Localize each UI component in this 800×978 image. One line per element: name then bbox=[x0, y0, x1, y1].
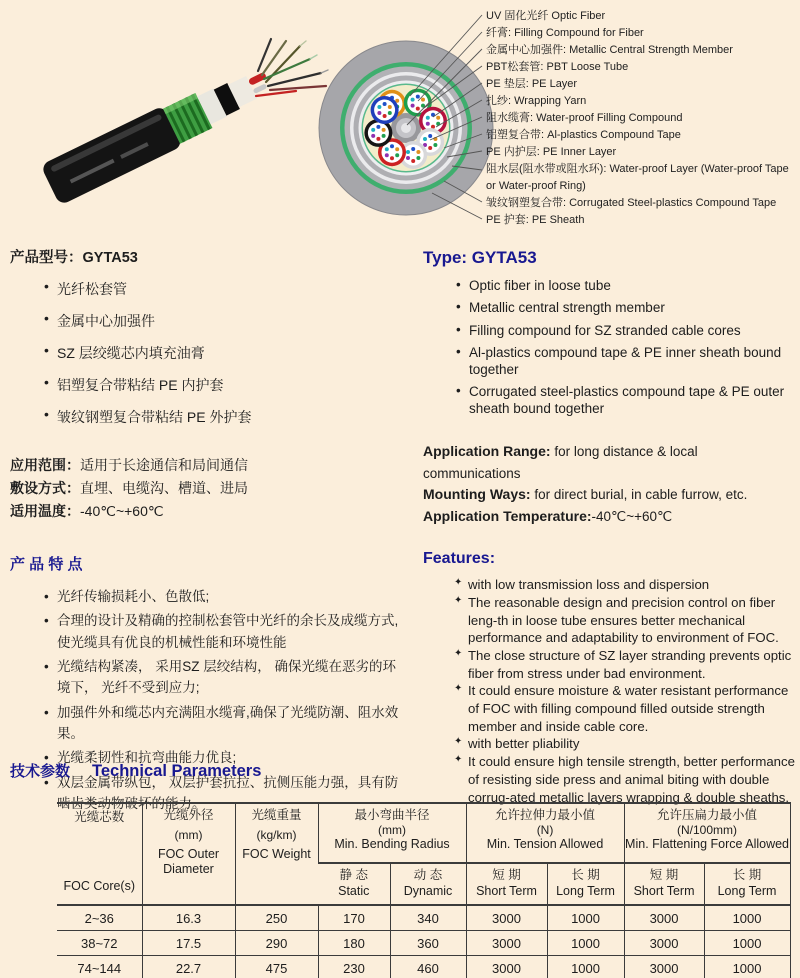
product-model-zh: GYTA53 bbox=[82, 250, 138, 266]
subheader-en: Short Term bbox=[633, 883, 695, 898]
diagram-label: 扎纱: Wrapping Yarn bbox=[486, 95, 587, 107]
product-bullets-en bbox=[456, 278, 797, 417]
list-item: ✦ It could ensure high tensile strength, better performance of resisting side press and animal biting with double corrug-ated metallic layers wrapping & double sheaths. bbox=[456, 753, 797, 806]
list-item: ✦ It could ensure moisture & water resistant performance of FOC with filling compound filled outside strength member and inside cable core. bbox=[456, 682, 797, 735]
subheader-en: Long Term bbox=[556, 883, 615, 898]
header-en: FOC Outer Diameter bbox=[157, 847, 220, 877]
header-unit: (mm) bbox=[378, 823, 406, 837]
cell: 180 bbox=[318, 931, 390, 956]
table-row bbox=[57, 931, 790, 956]
info-value: for direct burial, in cable furrow, etc. bbox=[530, 487, 748, 503]
product-title-en: Type: GYTA53 bbox=[423, 248, 537, 267]
list-item: • 合理的设计及精确的控制松套管中光纤的余长及成缆方式,使光缆具有优良的机械性能和环境性能 bbox=[44, 610, 402, 653]
subheader-zh: 短 期 bbox=[649, 868, 679, 883]
diagram-label: 纤膏: Filling Compound for Fiber bbox=[486, 27, 644, 39]
header-zh: 光缆芯数 bbox=[74, 810, 125, 824]
diagram-label: 阻水层(阻水带或阻水环): Water-proof Layer (Water-proof Tape or Water-proof Ring) bbox=[486, 163, 789, 192]
diagram-label: 皱纹钢塑复合带: Corrugated Steel-plastics Compound Tape bbox=[486, 197, 777, 209]
list-item: ✦ with better pliability bbox=[456, 735, 797, 753]
header-unit: (N/100mm) bbox=[677, 823, 738, 837]
info-label: 适用温度： bbox=[10, 503, 80, 519]
info-value: 适用于长途通信和局间通信 bbox=[80, 457, 248, 473]
cell: 3000 bbox=[624, 905, 704, 931]
list-item: • 铝塑复合带粘结 PE 内护套 bbox=[44, 375, 402, 395]
list-item: • Filling compound for SZ stranded cable cores bbox=[456, 323, 797, 339]
header-en: Min. Flattening Force Allowed bbox=[625, 837, 790, 852]
subheader-en: Dynamic bbox=[403, 883, 453, 898]
cell: 3000 bbox=[624, 956, 704, 978]
list-item: • Optic fiber in loose tube bbox=[456, 278, 797, 294]
list-item: • Corrugated steel-plastics compound tape & PE outer sheath bound together bbox=[456, 384, 797, 417]
col-header-weight bbox=[235, 803, 318, 905]
tech-heading-en: Technical Parameters bbox=[92, 762, 262, 780]
cell: 340 bbox=[390, 905, 466, 931]
cell: 1000 bbox=[704, 956, 790, 978]
table-row bbox=[57, 905, 790, 931]
info-row bbox=[10, 454, 402, 477]
cell: 3000 bbox=[466, 956, 547, 978]
header-en: FOC Core(s) bbox=[63, 879, 136, 893]
info-row bbox=[423, 506, 797, 528]
list-item: ✦ with low transmission loss and dispersion bbox=[456, 576, 797, 594]
cell: 1000 bbox=[704, 931, 790, 956]
diagram-label: PE 垫层: PE Layer bbox=[486, 78, 578, 90]
subheader-long-term bbox=[547, 863, 624, 905]
list-item: • Al-plastics compound tape & PE inner sheath bound together bbox=[456, 345, 797, 378]
list-item: ✦ The reasonable design and precision control on fiber leng-th in loose tube ensures better mechanical performance and adaptability to environment of FOC. bbox=[456, 594, 797, 647]
subheader-zh: 静 态 bbox=[339, 868, 368, 883]
subheader-en: Static bbox=[338, 883, 370, 898]
product-title-zh-label: 产品型号： bbox=[10, 250, 83, 266]
subheader-zh: 短 期 bbox=[492, 868, 521, 883]
header-unit: (mm) bbox=[174, 828, 203, 842]
cell: 460 bbox=[390, 956, 466, 978]
info-row bbox=[10, 477, 402, 500]
list-item: • 光缆柔韧性和抗弯曲能力优良; bbox=[44, 747, 402, 768]
subheader-static bbox=[318, 863, 390, 905]
cell: 230 bbox=[318, 956, 390, 978]
header-en: Min. Bending Radius bbox=[334, 837, 450, 852]
col-header-tension bbox=[466, 803, 624, 863]
list-item: • Metallic central strength member bbox=[456, 300, 797, 316]
info-label: Mounting Ways: bbox=[423, 486, 531, 503]
tech-parameters bbox=[57, 802, 791, 978]
diagram-label: 金属中心加强件: Metallic Central Strength Member bbox=[486, 44, 733, 56]
cell: 22.7 bbox=[142, 956, 235, 978]
application-info-en bbox=[423, 441, 797, 527]
features-title-zh: 产 品 特 点 bbox=[10, 556, 83, 573]
table-row bbox=[57, 956, 790, 978]
product-bullets-zh bbox=[44, 279, 402, 427]
diagram-label: 铝塑复合带: Al-plastics Compound Tape bbox=[486, 129, 681, 141]
info-row bbox=[423, 484, 797, 506]
cell: 290 bbox=[235, 931, 318, 956]
info-label: 应用范围： bbox=[10, 457, 80, 473]
list-item: • 光纤松套管 bbox=[44, 279, 402, 299]
list-item: • 加强件外和缆芯内充满阻水缆膏,确保了光缆防潮、阻水效果。 bbox=[44, 702, 402, 745]
diagram-label: PE 护套: PE Sheath bbox=[486, 214, 585, 226]
cell: 2~36 bbox=[57, 905, 142, 931]
header-unit: (N) bbox=[536, 823, 554, 837]
cell: 3000 bbox=[466, 905, 547, 931]
header-zh: 光缆重量 bbox=[251, 808, 302, 822]
header-zh: 允许拉伸力最小值 bbox=[495, 808, 596, 822]
header-en: FOC Weight bbox=[242, 847, 311, 862]
list-item: • 皱纹钢塑复合带粘结 PE 外护套 bbox=[44, 407, 402, 427]
header-zh: 允许压扁力最小值 bbox=[657, 808, 758, 822]
section-product-zh bbox=[10, 246, 402, 817]
col-header-outer-diameter bbox=[142, 803, 235, 905]
header-en: Min. Tension Allowed bbox=[486, 837, 604, 852]
tech-heading-zh: 技术参数 bbox=[10, 763, 71, 780]
info-row bbox=[423, 441, 797, 484]
features-title-en: Features: bbox=[423, 550, 496, 568]
subheader-zh: 长 期 bbox=[571, 868, 600, 883]
features-list-en bbox=[456, 576, 797, 806]
list-item: • SZ 层绞缆芯内填充油膏 bbox=[44, 343, 402, 363]
cell: 17.5 bbox=[142, 931, 235, 956]
info-label: Application Range: bbox=[423, 443, 551, 460]
product-title-zh bbox=[10, 246, 402, 267]
technical-parameters-table bbox=[57, 802, 791, 978]
info-value: 直埋、电缆沟、槽道、进局 bbox=[80, 480, 248, 496]
subheader-en: Long Term bbox=[717, 883, 777, 898]
tech-parameters-heading bbox=[10, 760, 261, 781]
col-header-bending-radius bbox=[318, 803, 466, 863]
application-info-zh bbox=[10, 454, 402, 523]
cell: 3000 bbox=[624, 931, 704, 956]
cell: 74~144 bbox=[57, 956, 142, 978]
col-header-foc-cores bbox=[57, 803, 142, 905]
cell: 360 bbox=[390, 931, 466, 956]
subheader-long-term bbox=[704, 863, 790, 905]
list-item: • 金属中心加强件 bbox=[44, 311, 402, 331]
subheader-zh: 动 态 bbox=[413, 868, 443, 883]
info-row bbox=[10, 500, 402, 523]
cell: 475 bbox=[235, 956, 318, 978]
diagram-label: UV 固化光纤 Optic Fiber bbox=[486, 10, 606, 22]
cell: 1000 bbox=[704, 905, 790, 931]
col-header-flattening bbox=[624, 803, 790, 863]
subheader-en: Short Term bbox=[476, 883, 537, 898]
diagram-labels bbox=[0, 0, 800, 240]
info-value: for long distance & local communications bbox=[423, 444, 698, 481]
cell: 1000 bbox=[547, 931, 624, 956]
header-zh: 最小弯曲半径 bbox=[354, 808, 430, 822]
diagram-label: PE 内护层: PE Inner Layer bbox=[486, 146, 617, 158]
list-item: • 双层金属带纵包， 双层护套抗拉、抗侧压能力强，具有防啮齿类动物破坏的能力。 bbox=[44, 772, 402, 815]
info-label: 敷设方式： bbox=[10, 480, 80, 496]
cell: 16.3 bbox=[142, 905, 235, 931]
cell: 250 bbox=[235, 905, 318, 931]
cell: 3000 bbox=[466, 931, 547, 956]
subheader-zh: 长 期 bbox=[732, 868, 762, 883]
header-unit: (kg/km) bbox=[256, 828, 297, 842]
subheader-dynamic bbox=[390, 863, 466, 905]
cell: 170 bbox=[318, 905, 390, 931]
list-item: • 光缆结构紧凑， 采用SZ 层绞结构， 确保光缆在恶劣的环境下， 光纤不受到应力; bbox=[44, 656, 402, 699]
cell: 1000 bbox=[547, 905, 624, 931]
header-figure bbox=[0, 0, 800, 240]
section-product-en bbox=[423, 248, 797, 806]
list-item: • 光纤传输损耗小、色散低; bbox=[44, 586, 402, 607]
cell: 1000 bbox=[547, 956, 624, 978]
diagram-label: PBT松套管: PBT Loose Tube bbox=[486, 61, 629, 73]
list-item: ✦ The close structure of SZ layer stranding prevents optic fiber from stress under bad environment. bbox=[456, 647, 797, 682]
subheader-short-term bbox=[624, 863, 704, 905]
info-label: Application Temperature: bbox=[423, 507, 592, 524]
info-value: -40℃~+60℃ bbox=[80, 503, 164, 519]
subheader-short-term bbox=[466, 863, 547, 905]
header-zh: 光缆外径 bbox=[163, 808, 214, 822]
info-value: -40℃~+60℃ bbox=[591, 508, 673, 524]
cell: 38~72 bbox=[57, 931, 142, 956]
diagram-label: 阻水缆膏: Water-proof Filling Compound bbox=[486, 112, 683, 124]
